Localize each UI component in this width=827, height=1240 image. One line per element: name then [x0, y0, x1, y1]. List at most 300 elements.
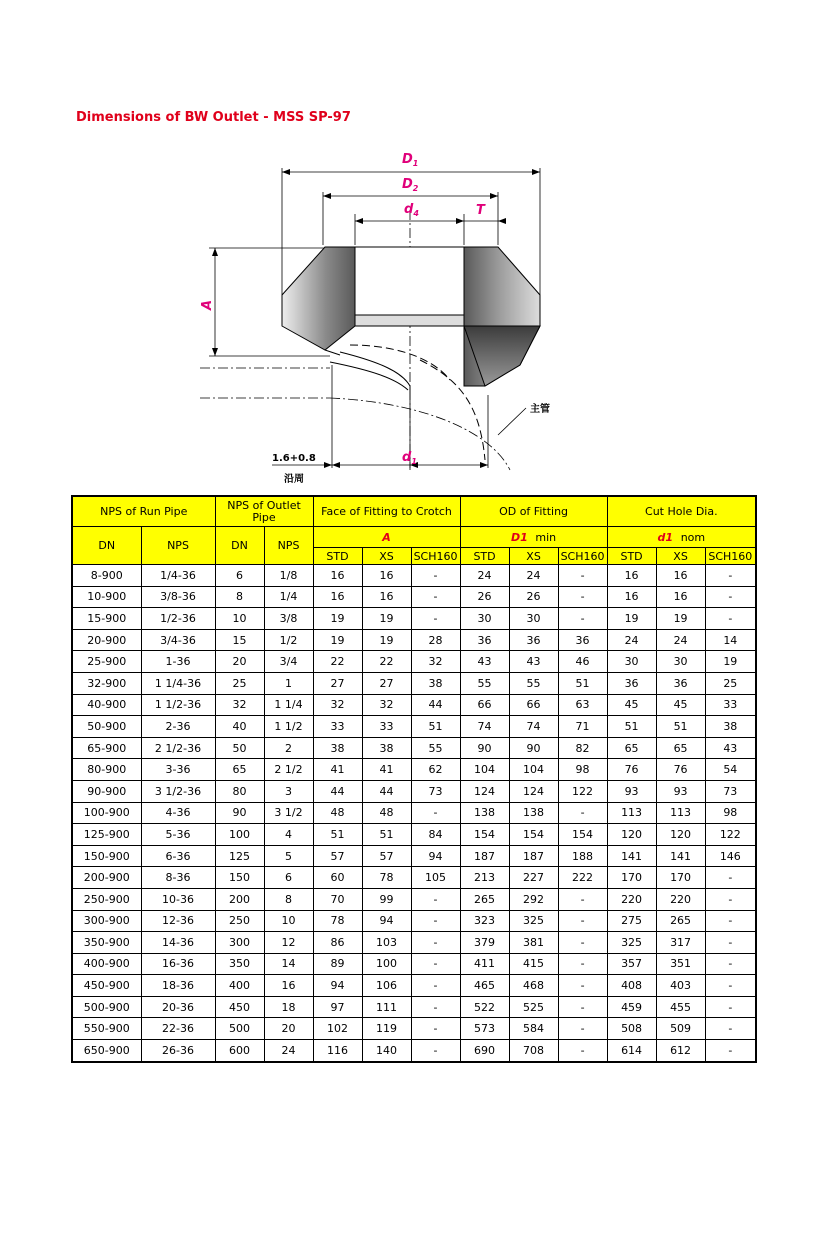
- table-cell: -: [705, 975, 756, 997]
- table-cell: 120: [607, 824, 656, 846]
- table-cell: 138: [460, 802, 509, 824]
- table-cell: 584: [509, 1018, 558, 1040]
- table-row: [72, 565, 756, 587]
- table-cell: 50-900: [72, 716, 141, 738]
- table-cell: 600: [215, 1040, 264, 1062]
- table-cell: 66: [509, 694, 558, 716]
- table-cell: -: [705, 565, 756, 587]
- table-row: [72, 845, 756, 867]
- table-cell: 80-900: [72, 759, 141, 781]
- label-a: A: [200, 299, 215, 310]
- table-cell: 16-36: [141, 953, 215, 975]
- table-cell: 1-36: [141, 651, 215, 673]
- table-cell: 3-36: [141, 759, 215, 781]
- table-cell: 415: [509, 953, 558, 975]
- table-cell: 28: [411, 629, 460, 651]
- table-cell: 612: [656, 1040, 705, 1062]
- table-cell: 1 1/2: [264, 716, 313, 738]
- table-cell: 48: [313, 802, 362, 824]
- dimensions-table: [71, 495, 757, 1063]
- table-cell: 16: [362, 586, 411, 608]
- table-cell: 300-900: [72, 910, 141, 932]
- table-cell: 26-36: [141, 1040, 215, 1062]
- table-cell: 2: [264, 737, 313, 759]
- table-cell: 99: [362, 888, 411, 910]
- table-cell: 33: [313, 716, 362, 738]
- table-cell: 86: [313, 932, 362, 954]
- table-row: [72, 910, 756, 932]
- table-cell: 1/2-36: [141, 608, 215, 630]
- table-cell: 62: [411, 759, 460, 781]
- header-face: Face of Fitting to Crotch: [313, 496, 460, 527]
- table-cell: 103: [362, 932, 411, 954]
- table-cell: 93: [607, 780, 656, 802]
- table-cell: 317: [656, 932, 705, 954]
- table-cell: 65-900: [72, 737, 141, 759]
- table-cell: -: [558, 996, 607, 1018]
- table-row: [72, 672, 756, 694]
- table-cell: 22-36: [141, 1018, 215, 1040]
- table-cell: 1/8: [264, 565, 313, 587]
- table-cell: 24: [607, 629, 656, 651]
- table-cell: 24: [509, 565, 558, 587]
- bw-outlet-diagram: [180, 140, 600, 490]
- table-cell: -: [558, 932, 607, 954]
- table-cell: 522: [460, 996, 509, 1018]
- svg-text:d4: $d_4$: [404, 202, 419, 218]
- svg-text:d1: $d_1$: [402, 450, 417, 466]
- table-cell: 1/2: [264, 629, 313, 651]
- table-cell: 26: [460, 586, 509, 608]
- table-cell: 15: [215, 629, 264, 651]
- table-cell: 90: [509, 737, 558, 759]
- table-cell: 41: [362, 759, 411, 781]
- table-cell: 55: [411, 737, 460, 759]
- table-cell: 19: [607, 608, 656, 630]
- table-cell: -: [411, 802, 460, 824]
- table-cell: 74: [509, 716, 558, 738]
- table-cell: 22: [362, 651, 411, 673]
- table-cell: 51: [558, 672, 607, 694]
- table-cell: 19: [362, 608, 411, 630]
- table-cell: 708: [509, 1040, 558, 1062]
- table-cell: 63: [558, 694, 607, 716]
- table-cell: 43: [460, 651, 509, 673]
- table-cell: 124: [509, 780, 558, 802]
- table-cell: 24: [460, 565, 509, 587]
- table-cell: 90: [460, 737, 509, 759]
- table-cell: 19: [362, 629, 411, 651]
- table-cell: 220: [656, 888, 705, 910]
- table-cell: 292: [509, 888, 558, 910]
- table-cell: 19: [313, 629, 362, 651]
- table-cell: 90-900: [72, 780, 141, 802]
- table-cell: 10-900: [72, 586, 141, 608]
- table-cell: -: [705, 608, 756, 630]
- table-cell: 104: [509, 759, 558, 781]
- table-row: [72, 1040, 756, 1062]
- table-cell: 51: [656, 716, 705, 738]
- table-cell: 125: [215, 845, 264, 867]
- table-cell: 14: [264, 953, 313, 975]
- table-cell: 45: [656, 694, 705, 716]
- table-cell: 55: [509, 672, 558, 694]
- table-cell: -: [705, 1040, 756, 1062]
- table-cell: 325: [509, 910, 558, 932]
- table-cell: 222: [558, 867, 607, 889]
- table-cell: 106: [362, 975, 411, 997]
- table-cell: 19: [313, 608, 362, 630]
- svg-text:D2: $D_2$: [402, 177, 419, 193]
- table-cell: 20-36: [141, 996, 215, 1018]
- table-cell: 8-900: [72, 565, 141, 587]
- table-cell: 1 1/4-36: [141, 672, 215, 694]
- table-cell: 465: [460, 975, 509, 997]
- table-cell: -: [705, 586, 756, 608]
- label-d2: D: [402, 177, 413, 192]
- table-cell: 84: [411, 824, 460, 846]
- table-cell: 10-36: [141, 888, 215, 910]
- table-cell: 6: [264, 867, 313, 889]
- table-cell: -: [558, 608, 607, 630]
- header-hole-std: STD: [607, 548, 656, 565]
- table-cell: 26: [509, 586, 558, 608]
- table-cell: 125-900: [72, 824, 141, 846]
- table-cell: 36: [607, 672, 656, 694]
- table-cell: 98: [705, 802, 756, 824]
- table-cell: 48: [362, 802, 411, 824]
- table-cell: 93: [656, 780, 705, 802]
- table-cell: 78: [313, 910, 362, 932]
- table-cell: 16: [264, 975, 313, 997]
- table-row: [72, 586, 756, 608]
- table-cell: 51: [411, 716, 460, 738]
- header-face-sch160: SCH160: [411, 548, 460, 565]
- table-cell: 323: [460, 910, 509, 932]
- table-cell: 250-900: [72, 888, 141, 910]
- table-cell: 690: [460, 1040, 509, 1062]
- table-cell: -: [411, 888, 460, 910]
- table-cell: 146: [705, 845, 756, 867]
- table-cell: 400-900: [72, 953, 141, 975]
- table-cell: 16: [313, 565, 362, 587]
- table-cell: 65: [656, 737, 705, 759]
- table-cell: 16: [362, 565, 411, 587]
- table-cell: 71: [558, 716, 607, 738]
- table-cell: 33: [362, 716, 411, 738]
- table-cell: 30: [509, 608, 558, 630]
- table-cell: -: [558, 888, 607, 910]
- label-gap-note: 沿周: [284, 474, 304, 485]
- table-cell: 351: [656, 953, 705, 975]
- table-cell: 379: [460, 932, 509, 954]
- table-row: [72, 824, 756, 846]
- label-gap: 1.6+0.8: [272, 453, 316, 464]
- header-hole-symbol: d1 nom: [607, 527, 756, 548]
- table-cell: 14: [705, 629, 756, 651]
- header-dn-outlet: DN: [215, 527, 264, 565]
- table-cell: 70: [313, 888, 362, 910]
- table-cell: 4-36: [141, 802, 215, 824]
- table-cell: 30: [460, 608, 509, 630]
- table-cell: 3/8-36: [141, 586, 215, 608]
- table-cell: 44: [313, 780, 362, 802]
- table-cell: 22: [313, 651, 362, 673]
- table-cell: 265: [656, 910, 705, 932]
- table-cell: 250: [215, 910, 264, 932]
- table-cell: 116: [313, 1040, 362, 1062]
- table-cell: 16: [313, 586, 362, 608]
- table-cell: 32-900: [72, 672, 141, 694]
- table-cell: -: [411, 932, 460, 954]
- table-body: [72, 565, 756, 1062]
- table-cell: -: [558, 910, 607, 932]
- table-cell: -: [558, 1018, 607, 1040]
- table-cell: 187: [460, 845, 509, 867]
- table-cell: 24: [656, 629, 705, 651]
- table-cell: 66: [460, 694, 509, 716]
- table-cell: 54: [705, 759, 756, 781]
- table-row: [72, 1018, 756, 1040]
- header-outlet-pipe: NPS of Outlet Pipe: [215, 496, 313, 527]
- table-cell: 357: [607, 953, 656, 975]
- table-cell: 6-36: [141, 845, 215, 867]
- table-cell: 113: [656, 802, 705, 824]
- table-cell: 154: [558, 824, 607, 846]
- table-cell: 12: [264, 932, 313, 954]
- table-cell: 154: [509, 824, 558, 846]
- label-d4: d: [404, 202, 414, 217]
- table-cell: -: [705, 953, 756, 975]
- table-cell: 140: [362, 1040, 411, 1062]
- table-cell: 19: [705, 651, 756, 673]
- table-cell: 94: [411, 845, 460, 867]
- table-cell: 51: [362, 824, 411, 846]
- table-row: [72, 780, 756, 802]
- table-cell: 1/4-36: [141, 565, 215, 587]
- table-cell: 16: [607, 586, 656, 608]
- label-run-pipe: 主管: [530, 404, 550, 415]
- table-cell: 105: [411, 867, 460, 889]
- table-cell: 450-900: [72, 975, 141, 997]
- table-cell: 170: [607, 867, 656, 889]
- table-cell: 10: [264, 910, 313, 932]
- table-cell: 18: [264, 996, 313, 1018]
- table-cell: 2 1/2-36: [141, 737, 215, 759]
- table-cell: -: [558, 975, 607, 997]
- table-cell: 100: [362, 953, 411, 975]
- table-cell: 51: [607, 716, 656, 738]
- table-cell: 43: [705, 737, 756, 759]
- table-cell: 275: [607, 910, 656, 932]
- table-cell: 2 1/2: [264, 759, 313, 781]
- table-cell: 38: [313, 737, 362, 759]
- table-cell: 73: [411, 780, 460, 802]
- run-pipe-outline: [330, 345, 485, 460]
- table-cell: -: [411, 996, 460, 1018]
- table-cell: 51: [313, 824, 362, 846]
- table-row: [72, 867, 756, 889]
- table-cell: 1/4: [264, 586, 313, 608]
- table-cell: 8: [264, 888, 313, 910]
- table-cell: 43: [509, 651, 558, 673]
- table-cell: 4: [264, 824, 313, 846]
- table-cell: 102: [313, 1018, 362, 1040]
- table-cell: 57: [313, 845, 362, 867]
- table-cell: 76: [607, 759, 656, 781]
- table-cell: -: [558, 1040, 607, 1062]
- table-cell: -: [411, 953, 460, 975]
- table-cell: 100: [215, 824, 264, 846]
- table-cell: 78: [362, 867, 411, 889]
- table-row: [72, 629, 756, 651]
- header-od-symbol: D1 min: [460, 527, 607, 548]
- table-cell: 44: [362, 780, 411, 802]
- table-cell: 24: [264, 1040, 313, 1062]
- table-cell: 46: [558, 651, 607, 673]
- table-cell: 32: [411, 651, 460, 673]
- table-cell: -: [558, 953, 607, 975]
- table-cell: 450: [215, 996, 264, 1018]
- table-cell: 14-36: [141, 932, 215, 954]
- table-cell: 650-900: [72, 1040, 141, 1062]
- table-cell: 170: [656, 867, 705, 889]
- table-cell: -: [705, 932, 756, 954]
- table-cell: -: [411, 565, 460, 587]
- table-cell: 3/4: [264, 651, 313, 673]
- table-cell: -: [411, 910, 460, 932]
- table-cell: 1: [264, 672, 313, 694]
- table-cell: 3/4-36: [141, 629, 215, 651]
- table-cell: -: [705, 1018, 756, 1040]
- label-d1-outer: D: [402, 152, 413, 167]
- table-cell: 98: [558, 759, 607, 781]
- table-cell: 94: [313, 975, 362, 997]
- table-row: [72, 975, 756, 997]
- table-cell: 40-900: [72, 694, 141, 716]
- table-cell: 8-36: [141, 867, 215, 889]
- label-t: T: [476, 203, 485, 218]
- table-cell: 141: [656, 845, 705, 867]
- header-od-xs: XS: [509, 548, 558, 565]
- table-cell: 74: [460, 716, 509, 738]
- table-cell: 573: [460, 1018, 509, 1040]
- table-cell: 50: [215, 737, 264, 759]
- table-cell: -: [558, 565, 607, 587]
- fitting-body: [282, 247, 540, 386]
- header-run-pipe: NPS of Run Pipe: [72, 496, 215, 527]
- table-cell: 3 1/2-36: [141, 780, 215, 802]
- table-cell: 97: [313, 996, 362, 1018]
- table-row: [72, 932, 756, 954]
- table-cell: 122: [558, 780, 607, 802]
- table-cell: 150: [215, 867, 264, 889]
- table-cell: 5-36: [141, 824, 215, 846]
- table-cell: 33: [705, 694, 756, 716]
- table-cell: 27: [362, 672, 411, 694]
- table-cell: 220: [607, 888, 656, 910]
- table-row: [72, 802, 756, 824]
- header-face-xs: XS: [362, 548, 411, 565]
- table-cell: 403: [656, 975, 705, 997]
- table-cell: 32: [215, 694, 264, 716]
- table-cell: 188: [558, 845, 607, 867]
- table-cell: 468: [509, 975, 558, 997]
- table-cell: 38: [705, 716, 756, 738]
- table-cell: 44: [411, 694, 460, 716]
- header-hole-sch160: SCH160: [705, 548, 756, 565]
- table-cell: 350: [215, 953, 264, 975]
- table-cell: 141: [607, 845, 656, 867]
- table-cell: 20: [215, 651, 264, 673]
- table-cell: 40: [215, 716, 264, 738]
- table-cell: 138: [509, 802, 558, 824]
- table-cell: 411: [460, 953, 509, 975]
- table-cell: 111: [362, 996, 411, 1018]
- table-cell: 525: [509, 996, 558, 1018]
- table-cell: -: [705, 996, 756, 1018]
- table-row: [72, 716, 756, 738]
- table-cell: 200: [215, 888, 264, 910]
- table-cell: 32: [362, 694, 411, 716]
- table-cell: 20: [264, 1018, 313, 1040]
- table-cell: 12-36: [141, 910, 215, 932]
- table-cell: -: [411, 975, 460, 997]
- header-nps-outlet: NPS: [264, 527, 313, 565]
- table-cell: 508: [607, 1018, 656, 1040]
- table-cell: 45: [607, 694, 656, 716]
- table-cell: 10: [215, 608, 264, 630]
- table-cell: -: [411, 1018, 460, 1040]
- table-cell: 30: [656, 651, 705, 673]
- table-cell: 36: [558, 629, 607, 651]
- table-cell: 550-900: [72, 1018, 141, 1040]
- table-cell: 227: [509, 867, 558, 889]
- table-cell: 1 1/2-36: [141, 694, 215, 716]
- table-cell: 100-900: [72, 802, 141, 824]
- table-cell: 25: [705, 672, 756, 694]
- table-cell: -: [705, 867, 756, 889]
- table-cell: 455: [656, 996, 705, 1018]
- table-cell: 57: [362, 845, 411, 867]
- run-pipe-leader: [498, 408, 526, 435]
- table-cell: 500: [215, 1018, 264, 1040]
- table-cell: 16: [656, 565, 705, 587]
- table-cell: 122: [705, 824, 756, 846]
- page-title: Dimensions of BW Outlet - MSS SP-97: [76, 110, 351, 125]
- table-cell: 325: [607, 932, 656, 954]
- header-hole-xs: XS: [656, 548, 705, 565]
- table-cell: 25-900: [72, 651, 141, 673]
- table-cell: 25: [215, 672, 264, 694]
- table-cell: 120: [656, 824, 705, 846]
- table-cell: 509: [656, 1018, 705, 1040]
- table-row: [72, 996, 756, 1018]
- table-row: [72, 953, 756, 975]
- table-cell: 500-900: [72, 996, 141, 1018]
- table-cell: 18-36: [141, 975, 215, 997]
- table-cell: -: [411, 586, 460, 608]
- header-nps: NPS: [141, 527, 215, 565]
- header-face-std: STD: [313, 548, 362, 565]
- table-cell: 16: [607, 565, 656, 587]
- table-cell: 60: [313, 867, 362, 889]
- table-cell: 55: [460, 672, 509, 694]
- table-cell: 30: [607, 651, 656, 673]
- table-cell: 113: [607, 802, 656, 824]
- table-cell: 38: [362, 737, 411, 759]
- header-od: OD of Fitting: [460, 496, 607, 527]
